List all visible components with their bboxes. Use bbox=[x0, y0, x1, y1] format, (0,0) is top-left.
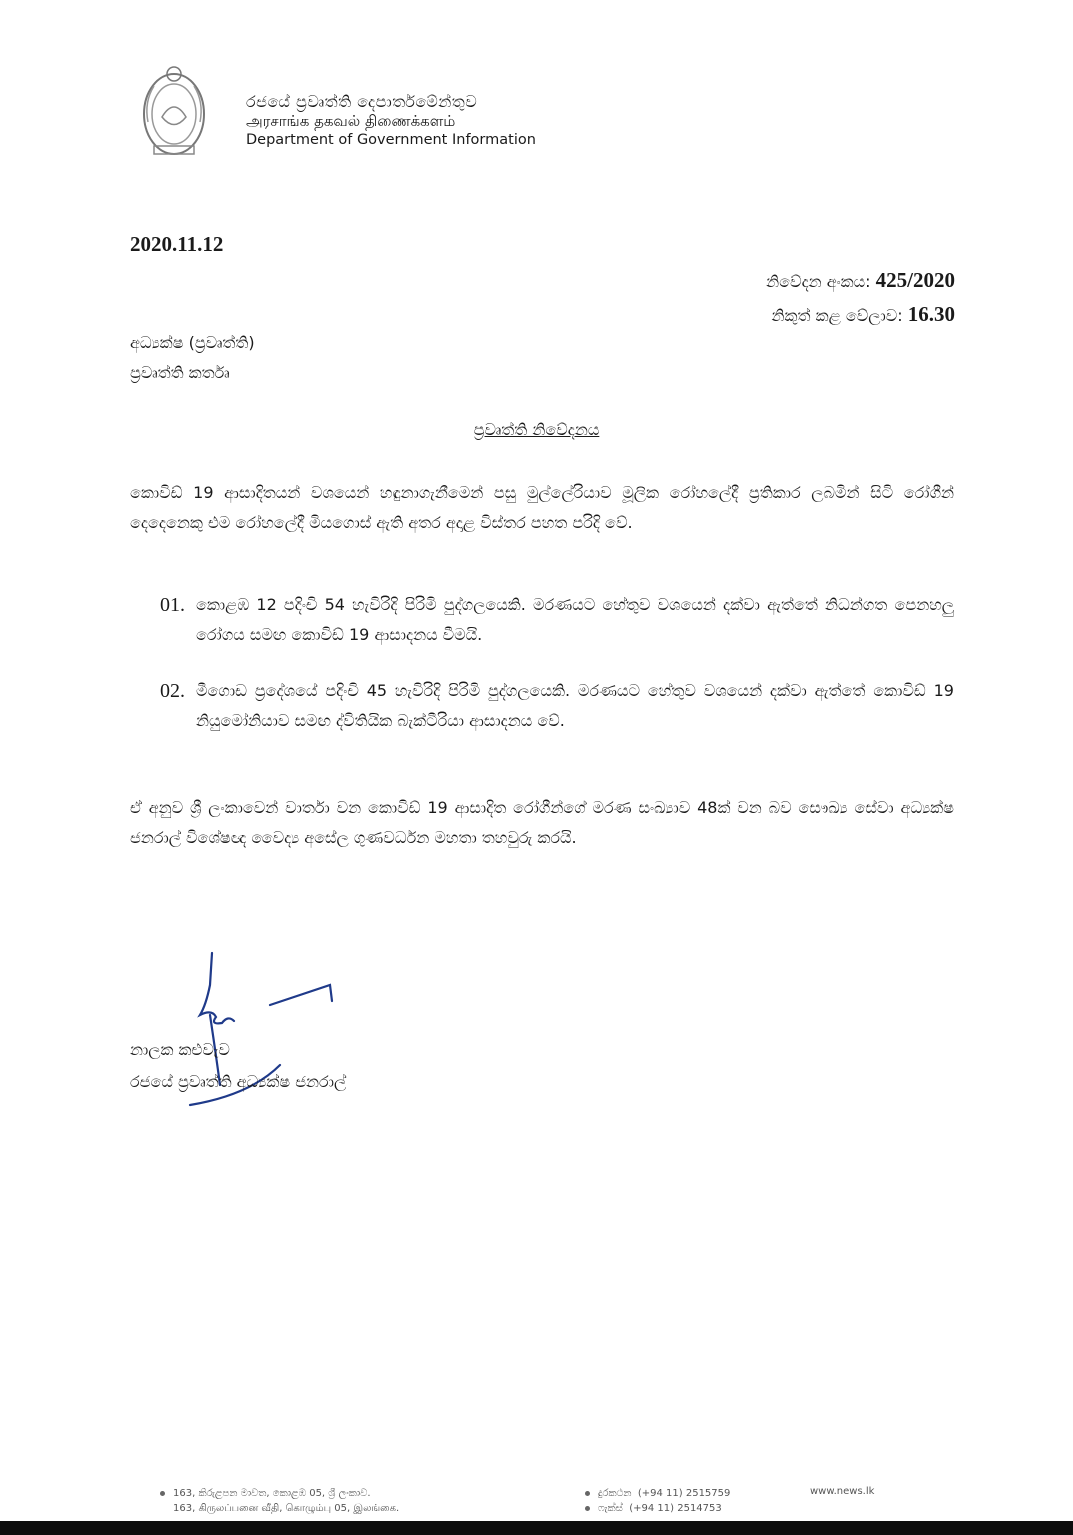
release-time-label: නිකුත් කළ වේලාව: bbox=[771, 306, 903, 325]
release-time-value: 16.30 bbox=[907, 302, 955, 326]
conclusion-paragraph: ඒ අනුව ශ්‍රී ලංකාවෙන් වාර්තා වන කොවිඩ් 19 ආසාදිත රෝගීන්ගේ මරණ සංඛ්‍යාව 48ක් වන බව සෞඛ්‍ය සේවා අධ්‍යක්ෂ ජනරාල් විශේෂඥ වෛද්‍ය අසේල ගුණවර්ධන මහතා තහවුරු කරයි. bbox=[130, 798, 954, 847]
list-item-text: මීගොඩ ප්‍රදේශයේ පදිංචි 45 හැවිරිදි පිරිමි පුද්ගලයෙකි. මරණයට හේතුව වශයෙන් දක්වා ඇත්තේ කොවිඩ් 19 නියුමෝනියාව සමඟ ද්විතියික බැක්ටීරියා ආසාදනය වේ. bbox=[196, 681, 954, 730]
sri-lanka-emblem-icon bbox=[140, 62, 208, 160]
footer-address-line-1: 163, කිරුළපන මාවත, කොළඹ 05, ශ්‍රී ලංකාව. bbox=[173, 1488, 371, 1499]
bullet-icon bbox=[585, 1506, 590, 1511]
release-time-row bbox=[766, 298, 955, 332]
document-heading: ප්‍රවෘත්ති නිවේදනය bbox=[473, 420, 600, 439]
fax-label: ෆැක්ස් bbox=[598, 1503, 623, 1514]
addressee-line-1: අධ්‍යක්ෂ (ප්‍රවෘත්ති) bbox=[130, 333, 255, 352]
department-heading bbox=[246, 92, 536, 149]
reference-block bbox=[766, 264, 955, 332]
phone-label: දුරකථන bbox=[598, 1488, 632, 1499]
intro-paragraph: කොවිඩ් 19 ආසාදිතයන් වශයෙන් හඳුනාගැනීමෙන් පසු මුල්ලේරියාව මූලික රෝහලේදී ප්‍රතිකාර ලබමින් සිටි රෝගීන් දෙදෙනෙකු එම රෝහලේදී මියගොස් ඇති අතර අදාළ විස්තර පහත පරිදි වේ. bbox=[130, 483, 954, 532]
phone-number: (+94 11) 2515759 bbox=[637, 1488, 731, 1499]
bottom-bar bbox=[0, 1521, 1073, 1535]
signer-name: නාලක කළුවැව bbox=[130, 1040, 230, 1059]
signer-title: රජයේ ප්‍රවෘත්ති අධ්‍යක්ෂ ජනරාල් bbox=[130, 1072, 347, 1091]
release-number-row bbox=[766, 264, 955, 298]
footer bbox=[0, 1480, 1073, 1535]
fax-number: (+94 11) 2514753 bbox=[629, 1503, 722, 1514]
release-number-value: 425/2020 bbox=[875, 268, 955, 292]
addressee-line-2: ප්‍රවෘත්ති කර්තෘ bbox=[130, 363, 230, 382]
signer-block bbox=[130, 1034, 346, 1098]
footer-address bbox=[160, 1486, 399, 1516]
list-item-text: කොළඹ 12 පදිංචි 54 හැවිරිදි පිරිමි පුද්ගලයෙකි. මරණයට හේතුව වශයෙන් දක්වා ඇත්තේ නිධන්ගත පෙනහලු රෝගය සමඟ කොවිඩ් 19 ආසාදනය වීමයි. bbox=[196, 595, 954, 644]
dept-name-tamil: அரசாங்க தகவல் திணைக்களம் bbox=[246, 112, 456, 130]
footer-address-line-2: 163, கிருலப்பனை வீதி, கொழும்பு 05, இலங்கை. bbox=[173, 1503, 400, 1514]
bullet-icon bbox=[160, 1491, 165, 1496]
dept-name-english: Department of Government Information bbox=[246, 131, 536, 148]
dept-name-sinhala: රජයේ ප්‍රවෘත්ති දෙපාර්තමේන්තුව bbox=[246, 92, 478, 111]
release-date: 2020.11.12 bbox=[130, 232, 224, 256]
footer-website[interactable]: www.news.lk bbox=[810, 1486, 875, 1497]
bullet-icon bbox=[585, 1491, 590, 1496]
list-item-index: 01. bbox=[160, 594, 185, 616]
list-item-index: 02. bbox=[160, 680, 185, 702]
release-number-label: නිවේදන අංකය: bbox=[766, 272, 871, 291]
footer-phones bbox=[585, 1486, 730, 1516]
addressee-block bbox=[130, 328, 255, 388]
list-item bbox=[160, 676, 954, 736]
list-item bbox=[160, 590, 954, 650]
